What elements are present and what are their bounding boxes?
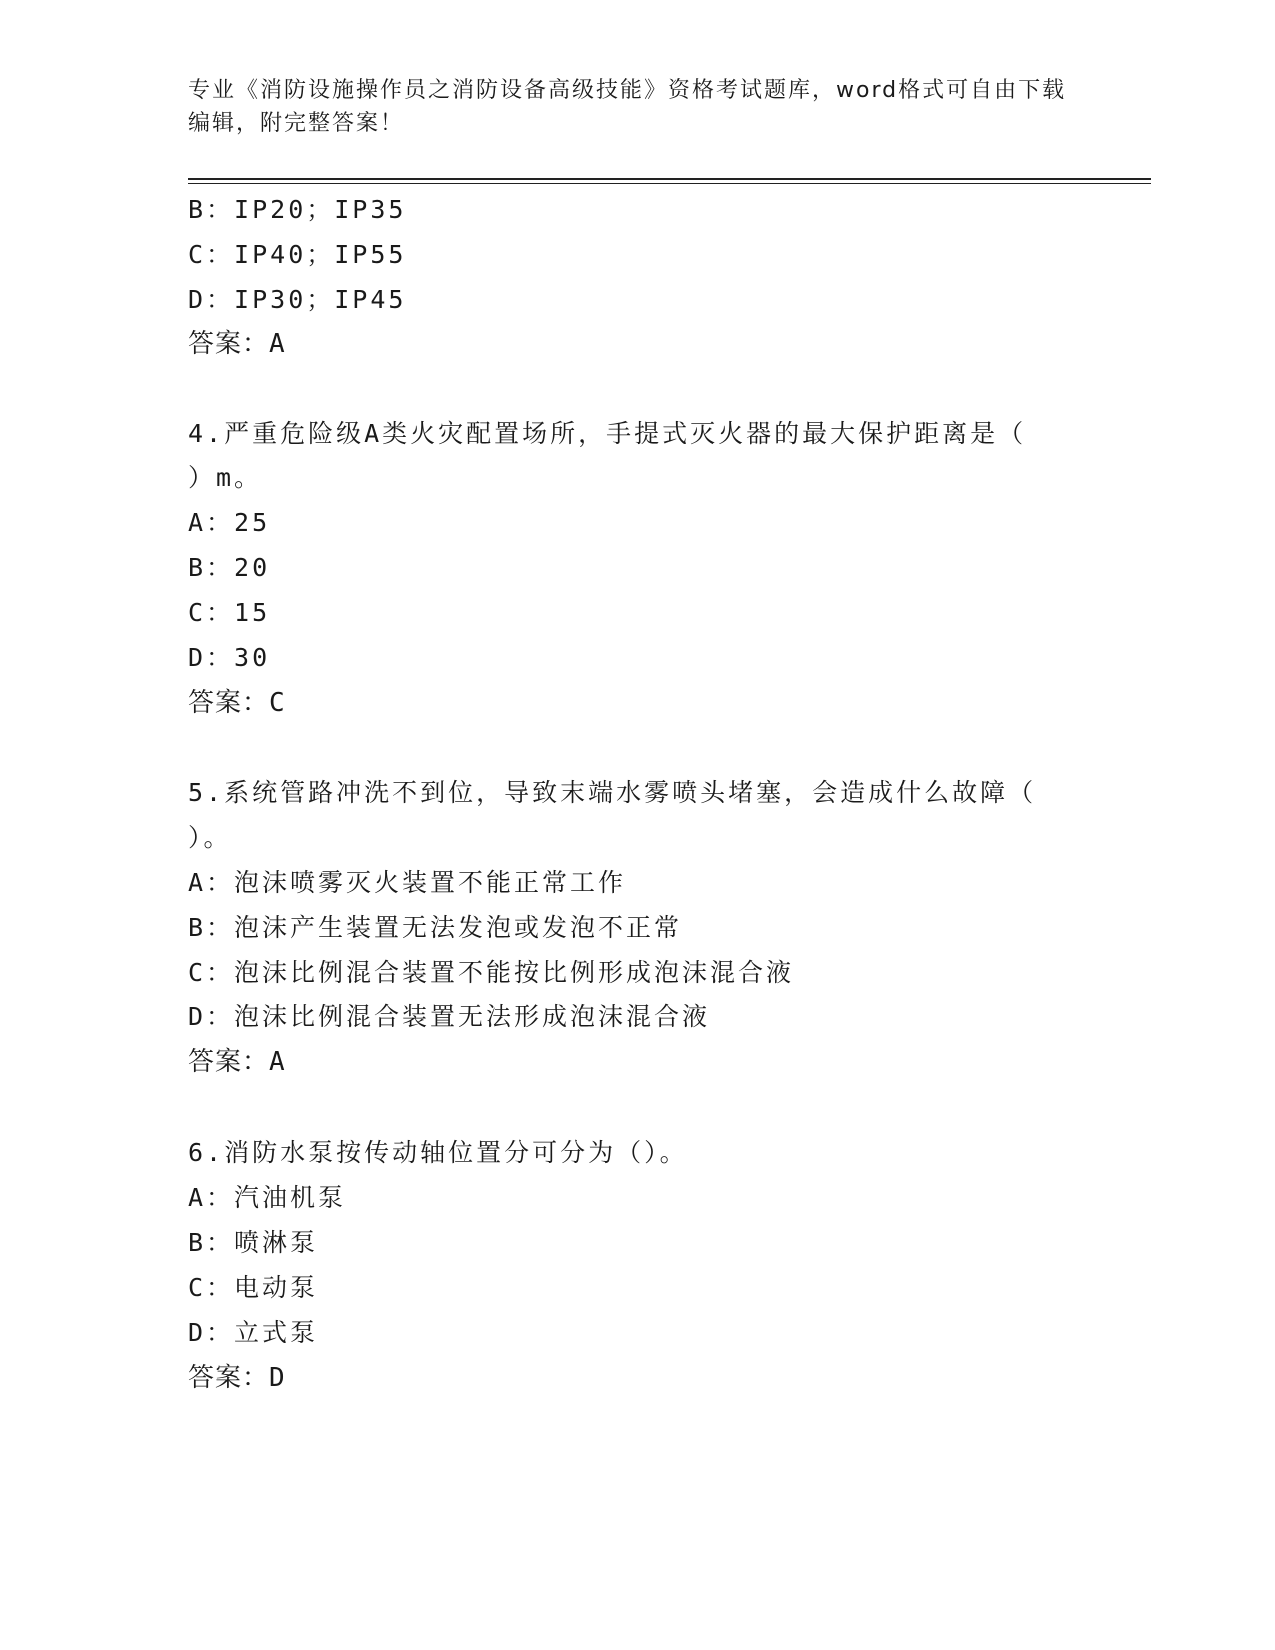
- question-stem: 5.系统管路冲洗不到位，导致末端水雾喷头堵塞，会造成什么故障（: [188, 778, 1037, 807]
- option-a: A：25: [188, 508, 271, 537]
- answer-value: A: [269, 329, 286, 359]
- answer-label: 答案：: [188, 1047, 270, 1077]
- option-a: A：泡沫喷雾灭火装置不能正常工作: [188, 868, 627, 897]
- answer-line: [188, 1047, 286, 1077]
- answer-value: A: [269, 1047, 286, 1077]
- header-text: 专业《消防设施操作员之消防设备高级技能》资格考试题库，word格式可自由下载编辑，附完整答案！: [188, 78, 1067, 136]
- option-c: C：IP40；IP55: [188, 240, 407, 269]
- answer-line: [188, 1363, 286, 1393]
- question-stem: 6.消防水泵按传动轴位置分可分为（）。: [188, 1138, 688, 1167]
- header-divider-thin: [188, 183, 1151, 184]
- option-b: B：IP20；IP35: [188, 195, 407, 224]
- option-b: B：喷淋泵: [188, 1228, 319, 1257]
- document-header: [188, 74, 1088, 140]
- option-c: C：泡沫比例混合装置不能按比例形成泡沫混合液: [188, 958, 795, 987]
- option-a: A：汽油机泵: [188, 1183, 347, 1212]
- option-d: D：IP30；IP45: [188, 285, 407, 314]
- answer-value: D: [269, 1363, 286, 1393]
- option-b: B：20: [188, 553, 271, 582]
- option-c: C：电动泵: [188, 1273, 319, 1302]
- answer-label: 答案：: [188, 329, 270, 359]
- option-d: D：30: [188, 643, 271, 672]
- answer-line: [188, 329, 286, 359]
- answer-value: C: [269, 688, 286, 718]
- question-stem-continued: ）。: [188, 823, 232, 852]
- answer-line: [188, 688, 286, 718]
- answer-label: 答案：: [188, 688, 270, 718]
- option-d: D：立式泵: [188, 1318, 319, 1347]
- header-divider: [188, 178, 1151, 180]
- option-c: C：15: [188, 598, 271, 627]
- answer-label: 答案：: [188, 1363, 270, 1393]
- option-b: B：泡沫产生装置无法发泡或发泡不正常: [188, 913, 683, 942]
- question-stem-continued: ）m。: [188, 463, 263, 492]
- question-stem: 4.严重危险级A类火灾配置场所，手提式灭火器的最大保护距离是（: [188, 419, 1027, 448]
- option-d: D：泡沫比例混合装置无法形成泡沫混合液: [188, 1002, 711, 1031]
